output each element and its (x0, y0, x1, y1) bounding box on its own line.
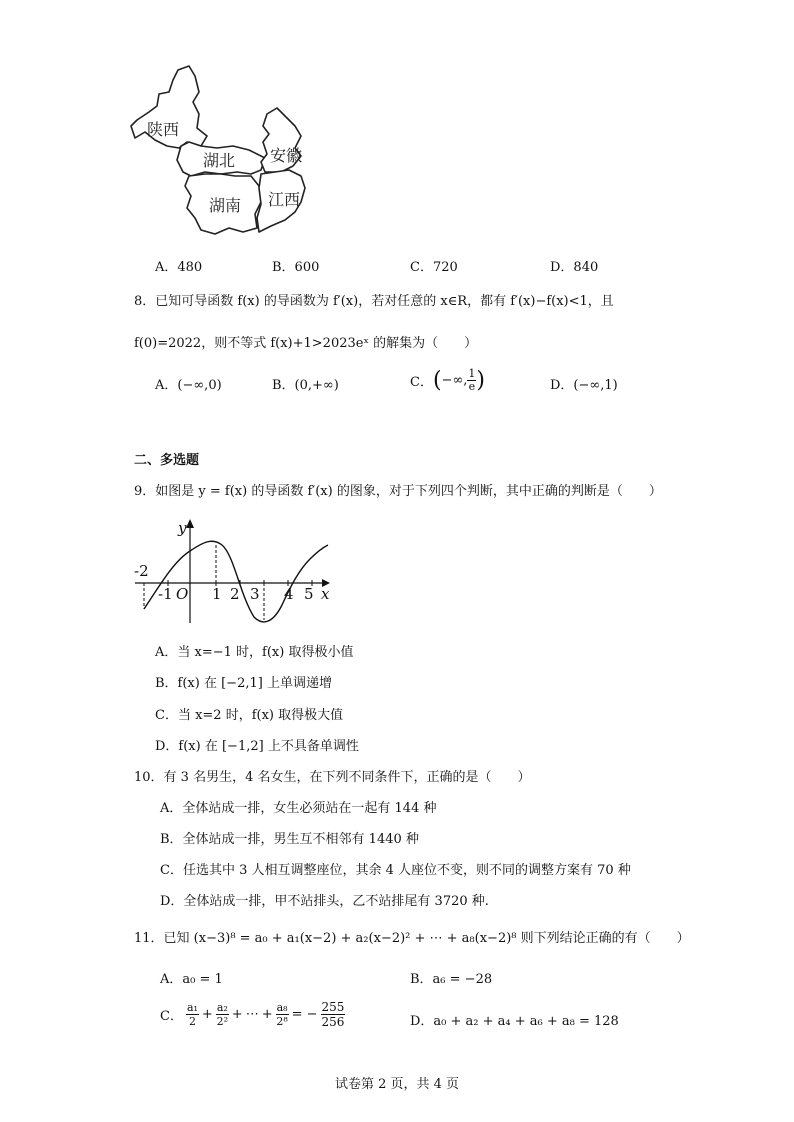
q8-option-b: B．(0,+∞) (272, 378, 339, 393)
graph-tick-label: 5 (304, 585, 314, 603)
graph-y-label: y (178, 519, 187, 537)
q10-option-c: C．任选其中 3 人相互调整座位，其余 4 人座位不变，则不同的调整方案有 70 种 (160, 863, 631, 878)
q7-option-d: D．840 (550, 260, 599, 275)
q8-option-d: D．(−∞,1) (550, 378, 618, 393)
graph-tick-label: 3 (250, 585, 260, 603)
graph-tick-label: -1 (158, 585, 173, 603)
map-label-shaanxi: 陕西 (147, 120, 180, 139)
q7-option-b: B．600 (272, 260, 320, 275)
q7-option-c: C．720 (410, 260, 458, 275)
q9-option-b: B．f(x) 在 [−2,1] 上单调递增 (155, 676, 332, 691)
graph-tick-label: 4 (284, 585, 294, 603)
q11-option-a: A．a₀ = 1 (160, 972, 223, 987)
section-title: 二、多选题 (134, 453, 200, 468)
q9-option-c: C．当 x=2 时，f(x) 取得极大值 (155, 708, 344, 723)
map-label-hubei: 湖北 (203, 151, 236, 170)
q11-option-b: B．a₆ = −28 (410, 972, 493, 987)
graph-tick-label: 1 (212, 585, 222, 603)
page-footer: 试卷第 2 页，共 4 页 (334, 1077, 460, 1092)
q8-option-c-label: C． (410, 375, 433, 390)
province-map (125, 62, 315, 247)
map-label-jiangxi: 江西 (268, 190, 301, 209)
map-label-hunan: 湖南 (209, 196, 242, 215)
graph-tick-label: 2 (230, 585, 240, 603)
q8-option-a: A．(−∞,0) (155, 378, 222, 393)
q7-option-a: A．480 (155, 260, 203, 275)
q8-option-c: C．(−∞, $\frac{1}{e}$ ) (410, 367, 485, 393)
map-label-anhui: 安徽 (270, 146, 303, 165)
graph-tick-label: -2 (134, 562, 149, 580)
q9-option-d: D．f(x) 在 [−1,2] 上不具备单调性 (155, 739, 359, 754)
q11-option-d: D．a₀ + a₂ + a₄ + a₆ + a₈ = 128 (410, 1014, 619, 1029)
derivative-graph (130, 513, 340, 628)
q10-stem: 10．有 3 名男生，4 名女生，在下列不同条件下，正确的是（ ） (134, 770, 531, 785)
graph-origin-label: O (176, 585, 189, 603)
q9-stem: 9．如图是 y = f(x) 的导函数 f′(x) 的图象，对于下列四个判断，其中正确的判断是（ ） (134, 484, 662, 499)
q8-stem-line2: f(0)=2022，则不等式 f(x)+1>2023eˣ 的解集为（ ） (134, 336, 478, 351)
q11-stem: 11．已知 (x−3)⁸ = a₀ + a₁(x−2) + a₂(x−2)² + ⋯ + a₈(x−2)⁸ 则下列结论正确的有（ ） (134, 931, 690, 946)
q10-option-a: A．全体站成一排，女生必须站在一起有 144 种 (160, 801, 437, 816)
graph-x-label: x (321, 585, 330, 603)
q9-option-a: A．当 x=−1 时，f(x) 取得极小值 (155, 645, 354, 660)
q11-option-c: C． a₁ 2 + $\frac{\text{a₂}}{\text{2²}}$ + ⋯ + $\frac{\text{a₈}}{\text{2⁸}}$ = − $\frac{255}{256}$ (160, 1000, 345, 1029)
q10-option-b: B．全体站成一排，男生互不相邻有 1440 种 (160, 832, 419, 847)
q8-stem-line1: 8．已知可导函数 f(x) 的导函数为 f′(x)，若对任意的 x∈R，都有 f′(x)−f(x)<1，且 (134, 294, 614, 309)
q10-option-d: D．全体站成一排，甲不站排头，乙不站排尾有 3720 种. (160, 894, 489, 909)
